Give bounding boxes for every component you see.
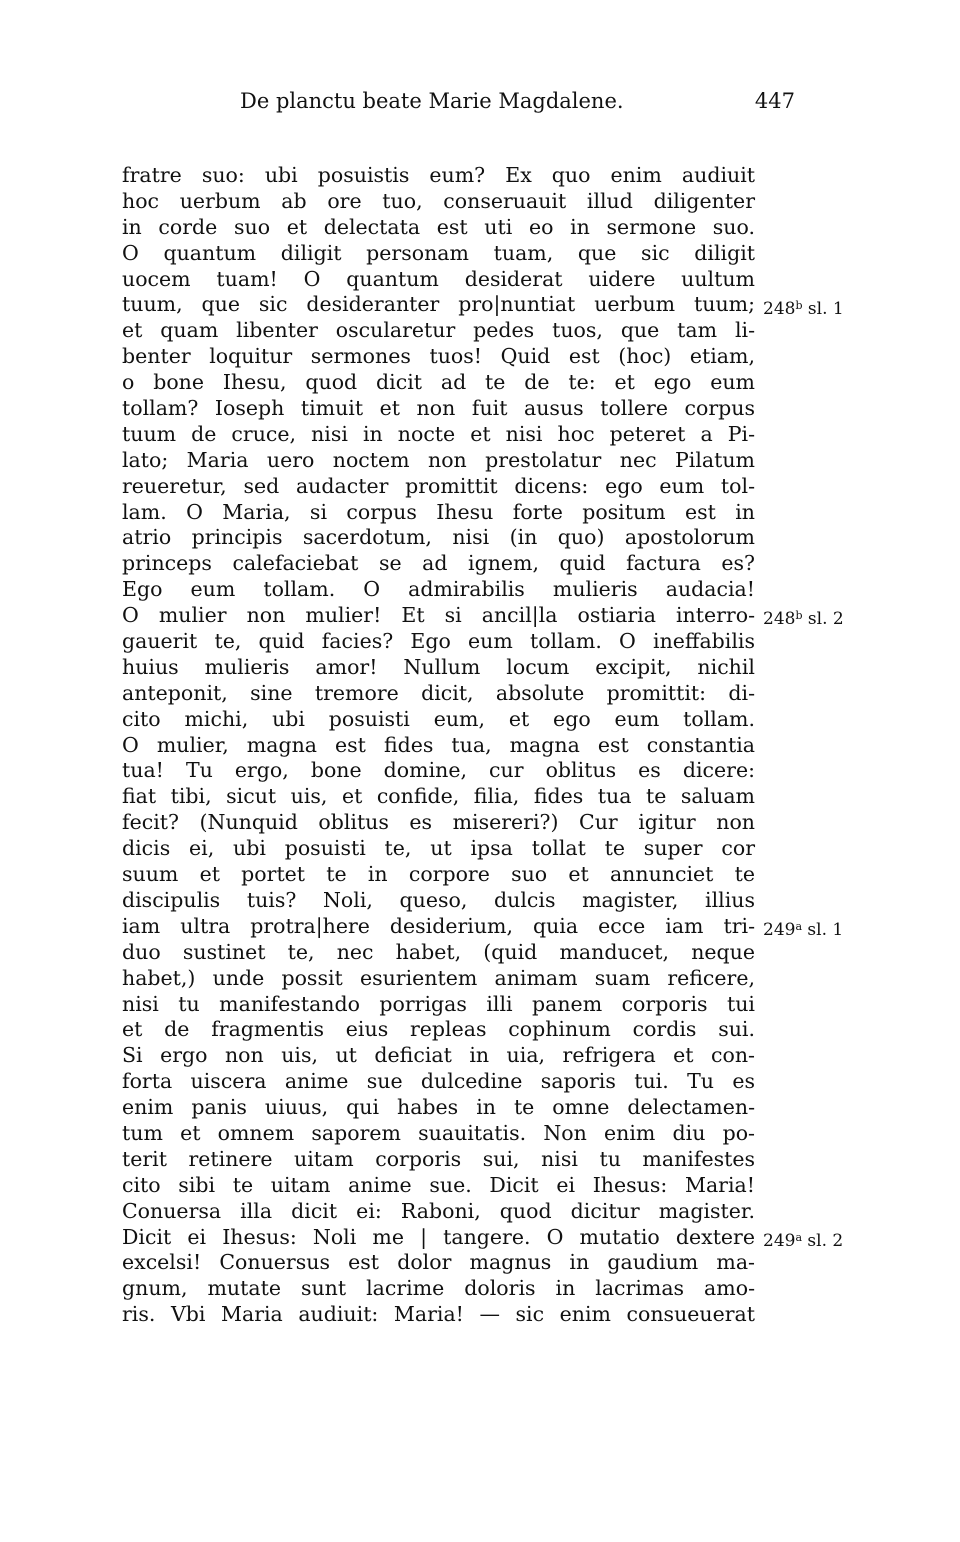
text-line: reueretur, sed audacter promittit dicens: ego eum tol- (122, 473, 755, 498)
text-line: fiat tibi, sicut uis, et confide, filia, fides tua te saluam (122, 784, 755, 809)
text-line: atrio principis sacerdotum, nisi (in quo) apostolorum (122, 525, 755, 550)
text-line: O mulier, magna est fides tua, magna est constantia (122, 732, 755, 757)
text-line: tum et omnem saporem suauitatis. Non enim diu po- (122, 1120, 755, 1145)
running-title: De planctu beate Marie Magdalene. (240, 89, 624, 113)
text-line: terit retinere uitam corporis sui, nisi tu manifestes (122, 1146, 755, 1171)
text-line: duo sustinet te, nec habet, (quid manducet, neque (122, 939, 755, 964)
text-line: Conuersa illa dicit ei: Raboni, quod dicitur magister. (122, 1198, 755, 1223)
text-line: o bone Ihesu, quod dicit ad te de te: et ego eum (122, 370, 755, 395)
text-line: iam ultra protra|here desiderium, quia ecce iam tri- (122, 913, 755, 938)
text-line: tollam? Ioseph timuit et non fuit ausus tollere corpus (122, 396, 755, 421)
text-line: cito michi, ubi posuisti eum, et ego eum tollam. (122, 706, 755, 731)
text-line: O mulier non mulier! Et si ancil|la ostiaria interro- (122, 603, 755, 628)
text-line: benter loquitur sermones tuos! Quid est (hoc) etiam, (122, 344, 755, 369)
text-line: et de fragmentis eius repleas cophinum cordis sui. (122, 1017, 755, 1042)
text-line: huius mulieris amor! Nullum locum excipit, nichil (122, 654, 755, 679)
text-line: nisi tu manifestando porrigas illi panem corporis tui (122, 991, 755, 1016)
folio-reference (763, 604, 844, 631)
text-line: gnum, mutate sunt lacrime doloris in lacrimas amo- (122, 1276, 755, 1301)
folio-number: 249 (763, 1230, 796, 1251)
column-reference: sl. 2 (807, 1230, 844, 1251)
text-line: et quam libenter oscularetur pedes tuos, que tam li- (122, 318, 755, 343)
text-line: enim panis uiuus, qui habes in te omne delectamen- (122, 1095, 755, 1120)
text-line: princeps calefaciebat se ad ignem, quid factura es? (122, 551, 755, 576)
folio-number: 248 (763, 298, 796, 319)
folio-side: b (795, 609, 803, 623)
column-reference: sl. 1 (807, 920, 844, 941)
folio-reference (763, 1226, 843, 1253)
text-line: ris. Vbi Maria audiuit: Maria! — sic enim consueuerat (122, 1302, 755, 1327)
page-number: 447 (754, 89, 795, 113)
folio-number: 248 (763, 609, 796, 630)
folio-number: 249 (763, 920, 796, 941)
folio-side: a (795, 1230, 803, 1244)
text-line: O quantum diligit personam tuam, que sic diligit (122, 240, 755, 265)
text-line: anteponit, sine tremore dicit, absolute promittit: di- (122, 680, 755, 705)
text-line: Dicit ei Ihesus: Noli me | tangere. O mutatio dextere (122, 1224, 755, 1249)
text-line: Si ergo non uis, ut deficiat in uia, refrigera et con- (122, 1043, 755, 1068)
text-line: in corde suo et delectata est uti eo in sermone suo. (122, 214, 755, 239)
folio-side: b (795, 298, 803, 312)
text-line: dicis ei, ubi posuisti te, ut ipsa tollat te super cor (122, 836, 755, 861)
running-header (240, 86, 795, 116)
folio-reference (763, 915, 843, 942)
text-line: Ego eum tollam. O admirabilis mulieris audacia! (122, 577, 755, 602)
text-line: lam. O Maria, si corpus Ihesu forte positum est in (122, 499, 755, 524)
text-line: uocem tuam! O quantum desiderat uidere uultum (122, 266, 755, 291)
column-reference: sl. 2 (807, 609, 844, 630)
body-text (122, 163, 755, 1328)
text-line: hoc uerbum ab ore tuo, conseruauit illud diligenter (122, 188, 755, 213)
text-line: tuum, que sic desideranter pro|nuntiat uerbum tuum; (122, 292, 755, 317)
text-line: fratre suo: ubi posuistis eum? Ex quo enim audiuit (122, 163, 755, 187)
text-line: lato; Maria uero noctem non prestolatur nec Pilatum (122, 447, 755, 472)
text-line: tuum de cruce, nisi in nocte et nisi hoc peteret a Pi- (122, 421, 755, 446)
text-line: gauerit te, quid facies? Ego eum tollam. O ineffabilis (122, 629, 755, 654)
column-reference: sl. 1 (807, 298, 844, 319)
text-line: discipulis tuis? Noli, queso, dulcis magister, illius (122, 887, 755, 912)
text-line: habet,) unde possit esurientem animam suam reficere, (122, 965, 755, 990)
text-line: cito sibi te uitam anime sue. Dicit ei Ihesus: Maria! (122, 1172, 755, 1197)
folio-side: a (795, 920, 803, 934)
text-line: forta uiscera anime sue dulcedine saporis tui. Tu es (122, 1069, 755, 1094)
text-line: fecit? (Nunquid oblitus es misereri?) Cur igitur non (122, 810, 755, 835)
text-line: suum et portet te in corpore suo et annunciet te (122, 862, 755, 887)
folio-reference (763, 294, 844, 321)
text-line: excelsi! Conuersus est dolor magnus in gaudium ma- (122, 1250, 755, 1275)
text-line: tua! Tu ergo, bone domine, cur oblitus es dicere: (122, 758, 755, 783)
